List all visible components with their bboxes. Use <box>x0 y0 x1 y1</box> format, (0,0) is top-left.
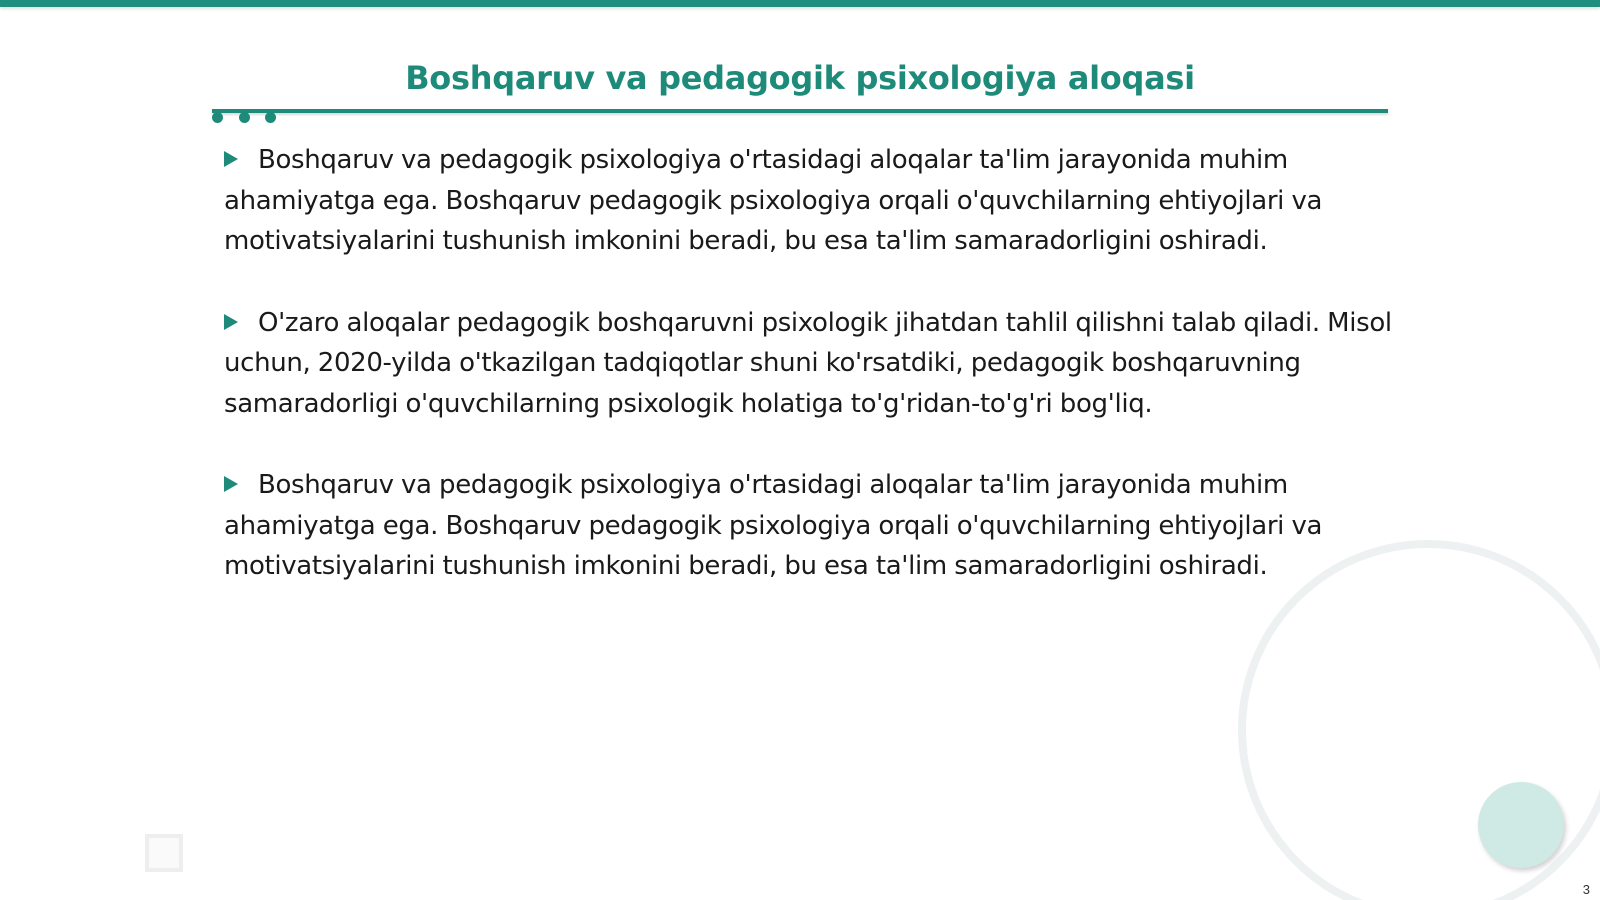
triangle-right-icon <box>224 314 238 330</box>
bullet-item <box>224 303 1394 425</box>
decorative-dot <box>239 112 250 123</box>
bullet-item <box>224 465 1394 587</box>
bullet-text: Boshqaruv va pedagogik psixologiya o'rtasidagi aloqalar ta'lim jarayonida muhim ahamiyatga ega. Boshqaruv pedagogik psixologiya orqali o'quvchilarning ehtiyojlari va motivatsiyalarini tushunish imkonini beradi, bu esa ta'lim samaradorligini oshiradi. <box>224 145 1323 256</box>
slide-title: Boshqaruv va pedagogik psixologiya aloqasi <box>405 59 1195 97</box>
title-underline <box>212 109 1388 113</box>
decorative-dot <box>265 112 276 123</box>
bullet-text: Boshqaruv va pedagogik psixologiya o'rtasidagi aloqalar ta'lim jarayonida muhim ahamiyatga ega. Boshqaruv pedagogik psixologiya orqali o'quvchilarning ehtiyojlari va motivatsiyalarini tushunish imkonini beradi, bu esa ta'lim samaradorligini oshiradi. <box>224 470 1323 581</box>
top-accent-bar <box>0 0 1600 7</box>
bullet-item <box>224 140 1394 262</box>
bullet-text: O'zaro aloqalar pedagogik boshqaruvni psixologik jihatdan tahlil qilishni talab qiladi. Misol uchun, 2020-yilda o'tkazilgan tadqiqotlar shuni ko'rsatdiki, pedagogik boshqaruvning samaradorligi o'quvchilarning psixologik holatiga to'g'ridan-to'g'ri bog'liq. <box>224 307 1392 419</box>
decorative-dot <box>212 112 223 123</box>
triangle-right-icon <box>224 476 238 492</box>
decorative-square <box>145 834 183 872</box>
bullet-list <box>224 140 1394 628</box>
triangle-right-icon <box>224 151 238 167</box>
page-number: 3 <box>1582 882 1590 897</box>
decorative-circle <box>1478 782 1564 868</box>
